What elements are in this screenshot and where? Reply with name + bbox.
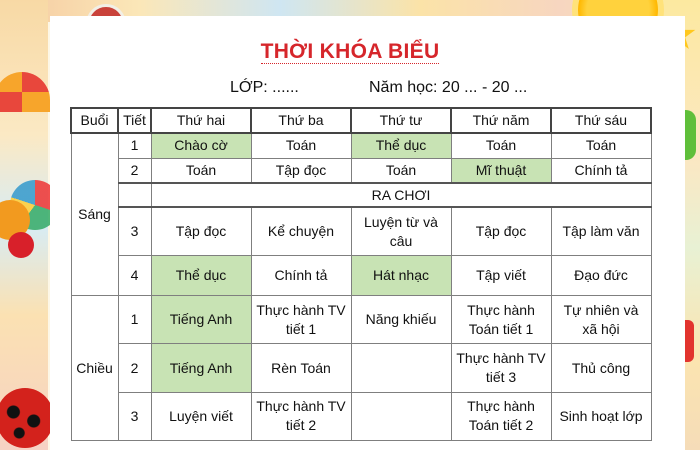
cherry-icon — [8, 232, 34, 258]
subject-cell — [351, 392, 451, 440]
subject-cell: Mĩ thuật — [451, 158, 551, 183]
subject-cell: Tự nhiên và xã hội — [551, 296, 651, 344]
subject-cell: Toán — [551, 133, 651, 158]
subject-cell: Tập đọc — [151, 207, 251, 255]
subject-cell: Hát nhạc — [351, 256, 451, 296]
subject-cell: Thực hành TV tiết 2 — [251, 392, 351, 440]
header-row — [71, 108, 651, 133]
subject-cell: Thể dục — [151, 256, 251, 296]
table-row — [71, 207, 651, 255]
subject-cell: Tập đọc — [251, 158, 351, 183]
table-row — [71, 256, 651, 296]
subject-cell: Tiếng Anh — [151, 296, 251, 344]
table-row — [71, 392, 651, 440]
subject-cell: Tập làm văn — [551, 207, 651, 255]
subject-cell: Thực hành TV tiết 1 — [251, 296, 351, 344]
subject-cell: Toán — [351, 158, 451, 183]
subject-cell: Chính tả — [251, 256, 351, 296]
session-afternoon: Chiều — [71, 296, 118, 441]
period-cell: 3 — [118, 392, 151, 440]
header-session: Buổi — [71, 108, 118, 133]
timetable — [70, 107, 652, 441]
header-period: Tiết — [118, 108, 151, 133]
session-morning: Sáng — [71, 133, 118, 296]
class-label: LỚP: ...... — [230, 79, 299, 96]
table-row — [71, 158, 651, 183]
header-monday: Thứ hai — [151, 108, 251, 133]
subject-cell: Toán — [151, 158, 251, 183]
subject-cell: Tiếng Anh — [151, 344, 251, 392]
header-wednesday: Thứ tư — [351, 108, 451, 133]
period-cell: 1 — [118, 296, 151, 344]
header-friday: Thứ sáu — [551, 108, 651, 133]
subject-cell — [351, 344, 451, 392]
subject-cell: Luyện viết — [151, 392, 251, 440]
subject-cell: Luyện từ và câu — [351, 207, 451, 255]
subject-cell: Tập viết — [451, 256, 551, 296]
subject-cell: Tập đọc — [451, 207, 551, 255]
period-cell: 2 — [118, 344, 151, 392]
subject-cell: Đạo đức — [551, 256, 651, 296]
period-cell: 3 — [118, 207, 151, 255]
table-row — [71, 344, 651, 392]
subject-cell: Thực hành Toán tiết 2 — [451, 392, 551, 440]
break-period-cell — [118, 183, 151, 207]
table-row — [71, 133, 651, 158]
break-label: RA CHƠI — [151, 183, 651, 207]
subject-cell: Thực hành TV tiết 3 — [451, 344, 551, 392]
subject-cell: Sinh hoạt lớp — [551, 392, 651, 440]
subject-cell: Thủ công — [551, 344, 651, 392]
header-tuesday: Thứ ba — [251, 108, 351, 133]
school-year-label: Năm học: 20 ... - 20 ... — [369, 79, 528, 96]
subject-cell: Chào cờ — [151, 133, 251, 158]
table-row — [71, 296, 651, 344]
break-row — [71, 183, 651, 207]
period-cell: 1 — [118, 133, 151, 158]
page-title: THỜI KHÓA BIỂU — [260, 40, 440, 63]
subject-cell: Kể chuyện — [251, 207, 351, 255]
subject-cell: Năng khiếu — [351, 296, 451, 344]
subject-cell: Toán — [251, 133, 351, 158]
period-cell: 4 — [118, 256, 151, 296]
period-cell: 2 — [118, 158, 151, 183]
subject-cell: Thực hành Toán tiết 1 — [451, 296, 551, 344]
header-thursday: Thứ năm — [451, 108, 551, 133]
subject-cell: Rèn Toán — [251, 344, 351, 392]
subject-cell: Toán — [451, 133, 551, 158]
subject-cell: Chính tả — [551, 158, 651, 183]
subject-cell: Thể dục — [351, 133, 451, 158]
